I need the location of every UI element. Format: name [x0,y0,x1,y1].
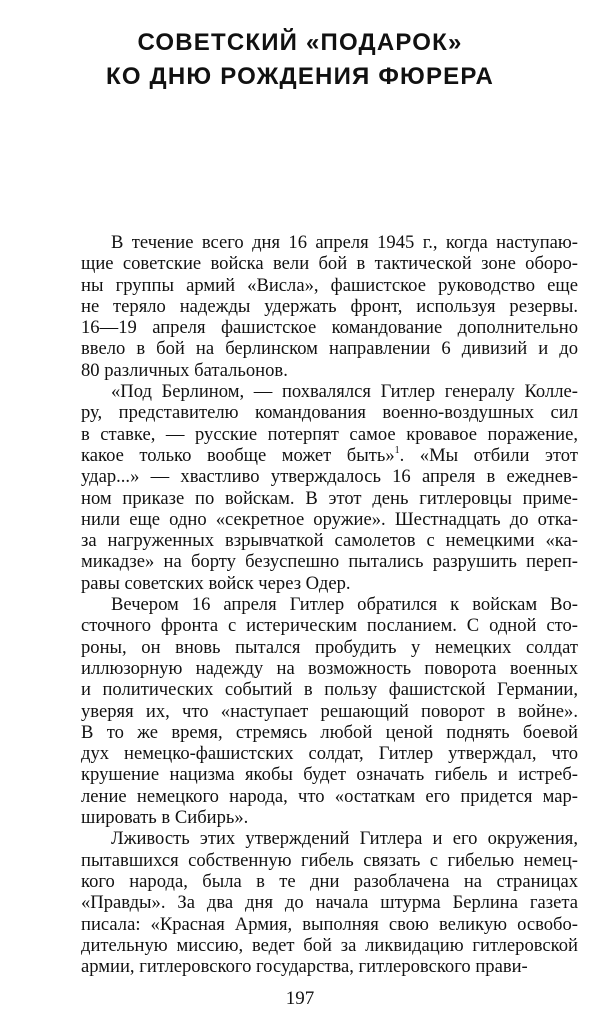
line-text: писала: «Красная Армия, выполняя свою великую освобо- [81,913,578,935]
text-line [81,296,578,317]
text-line [81,338,578,359]
text-line [81,509,578,530]
text-line [81,360,578,381]
text-line [81,722,578,743]
paragraph [81,828,578,977]
line-text: В то же время, стремясь любой ценой поднять боевой [81,721,578,743]
text-line [81,551,578,572]
line-text: ввело в бой на берлинском направлении 6 дивизий и до [81,338,578,360]
text-line [81,253,578,274]
text-line [81,956,578,977]
chapter-title-line-2: КО ДНЮ РОЖДЕНИЯ ФЮРЕРА [105,63,495,90]
line-text: удар...» — хвастливо утверждалось 16 апреля в ежеднев- [81,466,578,488]
text-line [81,679,578,700]
footnote-mark[interactable]: 1 [394,444,400,456]
line-text: не теряло надежды удержать фронт, используя резервы. [81,295,578,317]
text-line [81,381,578,402]
line-text: крушение нацизма якобы будет означать гибель и истреб- [81,764,578,786]
text-line [81,424,578,445]
line-text: микадзе» на борту безуспешно пытались разрушить переп- [81,551,578,573]
line-text: нили еще одно «секретное оружие». Шестнадцать до отка- [81,508,578,530]
line-text: равы советских войск через Одер. [81,572,351,594]
line-text: ру, представителю командования военно-воздушных сил [81,402,578,424]
text-line [81,658,578,679]
chapter-title [0,26,600,94]
line-text: за нагруженных взрывчаткой самолетов с немецкими «ка- [81,530,578,552]
line-text: Вечером 16 апреля Гитлер обратился к войскам Во- [111,594,578,616]
line-text: иллюзорную надежду на возможность поворота военных [81,657,578,679]
line-text: и политических событий в пользу фашистской Германии, [81,679,578,701]
line-text: 16—19 апреля фашистское командование дополнительно [81,317,578,339]
line-text: щие советские войска вели бой в тактической зоне оборо- [81,253,578,275]
line-text: в ставке, — русские потерпят самое кровавое поражение, [81,423,578,445]
line-text: шировать в Сибирь». [81,807,249,829]
page-number: 197 [285,988,315,1009]
text-line [81,764,578,785]
text-line [81,573,578,594]
line-text-tail: . «Мы отбили этот [399,444,578,466]
line-text: «Правды». За два дня до начала штурма Берлина газета [81,892,578,914]
text-line [81,637,578,658]
text-line [81,850,578,871]
text-line [81,466,578,487]
line-text: армии, гитлеровского государства, гитлеровского прави- [81,956,528,978]
text-line [81,892,578,913]
text-line [81,828,578,849]
text-line [81,445,578,466]
line-text: какое только вообще может быть» [81,444,395,466]
line-text: дительную миссию, ведет бой за ликвидацию гитлеровской [81,934,578,956]
chapter-title-line-1: СОВЕТСКИЙ «ПОДАРОК» [137,29,463,56]
text-line [81,935,578,956]
text-line [81,232,578,253]
line-text: «Под Берлином, — похвалялся Гитлер генералу Колле- [111,381,578,403]
paragraph [81,232,578,381]
text-line [81,594,578,615]
body-text [81,232,578,977]
line-text: кого народа, была в те дни разоблачена на страницах [81,870,578,892]
text-line [81,402,578,423]
text-line [81,530,578,551]
paragraph [81,381,578,594]
text-line [81,786,578,807]
line-text: сточного фронта с истерическим посланием. С одной сто- [81,615,578,637]
text-line [81,317,578,338]
text-line [81,615,578,636]
text-line [81,701,578,722]
line-text: В течение всего дня 16 апреля 1945 г., когда наступаю- [111,232,578,253]
line-text: 80 различных батальонов. [81,359,288,381]
line-text: пытавшихся собственную гибель связать с гибелью немец- [81,849,578,871]
text-line [81,743,578,764]
line-text: уверяя их, что «наступает решающий поворот в войне». [81,700,578,722]
line-text: роны, он вновь пытался пробудить у немецких солдат [81,636,578,658]
text-line [81,807,578,828]
text-line [81,275,578,296]
paragraph [81,594,578,828]
line-text: ны группы армий «Висла», фашистское руководство еще [81,274,578,296]
text-line [81,871,578,892]
line-text: дух немецко-фашистских солдат, Гитлер утверждал, что [81,743,578,765]
line-text: ление немецкого народа, что «остаткам его придется мар- [81,785,578,807]
line-text: ном приказе по войскам. В этот день гитлеровцы приме- [81,487,578,509]
text-line [81,488,578,509]
line-text: Лживость этих утверждений Гитлера и его окружения, [111,828,578,850]
text-line [81,914,578,935]
